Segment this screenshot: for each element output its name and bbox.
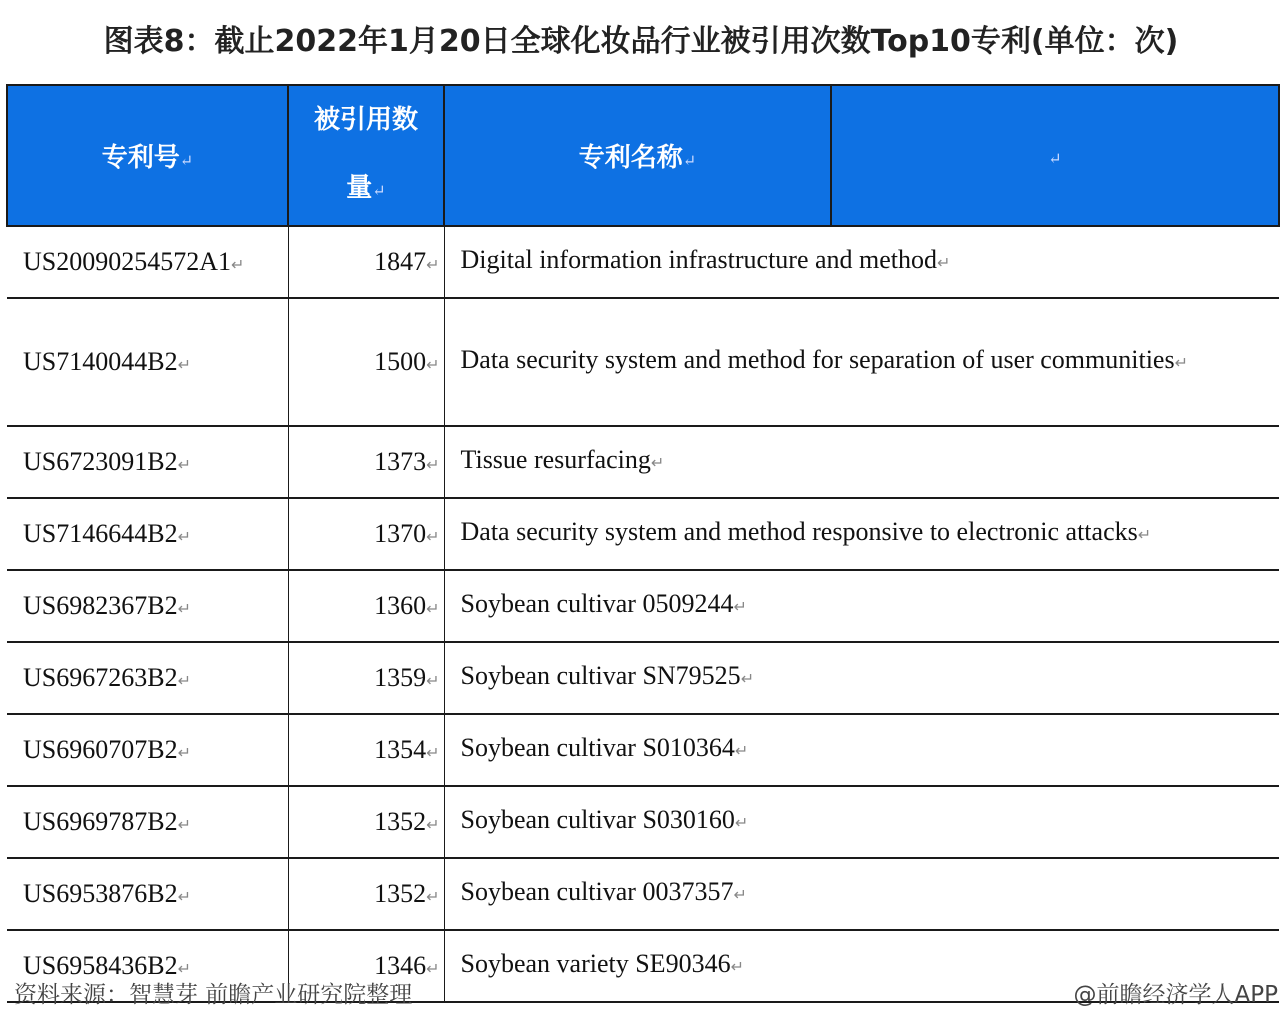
patent-number-cell — [7, 714, 288, 786]
citation-count-cell-text: 1352 — [374, 807, 427, 836]
return-mark: ↵ — [426, 529, 440, 546]
patent-name-cell — [444, 642, 1279, 714]
patent-number-cell — [7, 426, 288, 498]
citation-count-cell-text: 1373 — [374, 447, 427, 476]
citation-count-cell-text: 1354 — [374, 735, 427, 764]
return-mark: ↵ — [231, 257, 245, 274]
return-mark: ↵ — [177, 601, 191, 618]
return-mark: ↵ — [426, 601, 440, 618]
table-row — [7, 570, 1279, 642]
patent-name-cell — [444, 426, 1279, 498]
citation-count-cell-text: 1370 — [374, 519, 427, 548]
patent-name-cell — [444, 498, 1279, 570]
citation-count-cell — [288, 298, 444, 426]
return-mark: ↵ — [1137, 527, 1152, 544]
patent-name-cell — [444, 714, 1279, 786]
patent-name-cell-text: Soybean cultivar 0037357 — [460, 877, 734, 906]
patent-number-cell — [7, 786, 288, 858]
return-mark: ↵ — [426, 257, 440, 274]
table-row — [7, 786, 1279, 858]
credit-note: @前瞻经济学人APP — [1073, 982, 1278, 1008]
return-mark: ↵ — [1048, 148, 1062, 168]
citation-count-cell-text: 1346 — [374, 951, 427, 980]
citation-count-cell-text: 1360 — [374, 591, 427, 620]
patent-number-cell-text: US7146644B2 — [23, 519, 178, 548]
patent-number-cell-text: US6723091B2 — [23, 447, 178, 476]
citation-count-cell — [288, 226, 444, 298]
return-mark: ↵ — [426, 357, 440, 374]
patent-name-cell — [444, 786, 1279, 858]
citation-count-cell-text: 1352 — [374, 879, 427, 908]
patent-name-cell-text: Data security system and method responsive to electronic attacks — [460, 517, 1138, 546]
patent-name-cell-text: Soybean variety SE90346 — [460, 949, 731, 978]
return-mark: ↵ — [426, 889, 440, 906]
patent-name-cell-text: Soybean cultivar SN79525 — [460, 661, 741, 690]
return-mark: ↵ — [426, 961, 440, 978]
table-row — [7, 498, 1279, 570]
return-mark: ↵ — [177, 961, 191, 978]
return-mark: ↵ — [179, 151, 194, 170]
citation-count-cell-text: 1500 — [374, 347, 427, 376]
header-patent-number — [7, 85, 288, 226]
return-mark: ↵ — [177, 529, 191, 546]
header-patent-name — [444, 85, 831, 226]
patent-number-cell-text: US6967263B2 — [23, 663, 178, 692]
return-mark: ↵ — [650, 455, 665, 472]
return-mark: ↵ — [1174, 355, 1188, 372]
patent-number-cell-text: US6960707B2 — [23, 735, 178, 764]
patent-number-cell-text: US7140044B2 — [23, 347, 178, 376]
table-row — [7, 858, 1279, 930]
patent-name-cell — [444, 226, 1279, 298]
return-mark: ↵ — [372, 181, 386, 200]
patent-name-cell-text: Tissue resurfacing — [460, 445, 651, 474]
citation-count-cell — [288, 714, 444, 786]
header-extra — [831, 85, 1279, 226]
return-mark: ↵ — [177, 457, 191, 474]
page-title: 图表8：截止2022年1月20日全球化妆品行业被引用次数Top10专利(单位：次) — [103, 24, 1179, 59]
patent-name-cell — [444, 570, 1279, 642]
patent-number-cell — [7, 858, 288, 930]
citation-count-cell-text: 1359 — [374, 663, 427, 692]
return-mark: ↵ — [426, 673, 440, 690]
table-row — [7, 426, 1279, 498]
header-citation-count-label-1: 被引用数 — [313, 105, 418, 135]
patent-number-cell — [7, 570, 288, 642]
header-patent-number-label: 专利号 — [101, 143, 180, 173]
patent-name-cell — [444, 858, 1279, 930]
return-mark: ↵ — [740, 671, 755, 688]
citation-count-cell — [288, 570, 444, 642]
citation-count-cell — [288, 858, 444, 930]
patent-number-cell — [7, 498, 288, 570]
patent-number-cell — [7, 226, 288, 298]
return-mark: ↵ — [177, 745, 191, 762]
source-note: 资料来源：智慧芽 前瞻产业研究院整理 — [14, 982, 413, 1008]
return-mark: ↵ — [426, 457, 440, 474]
header-patent-name-label: 专利名称 — [578, 143, 683, 173]
patent-name-cell-text: Soybean cultivar S030160 — [460, 805, 735, 834]
patent-name-cell-text: Digital information infrastructure and method — [460, 245, 938, 274]
return-mark: ↵ — [426, 745, 440, 762]
return-mark: ↵ — [426, 817, 440, 834]
patent-number-cell-text: US6969787B2 — [23, 807, 178, 836]
return-mark: ↵ — [937, 255, 951, 272]
table-row — [7, 298, 1279, 426]
return-mark: ↵ — [682, 151, 697, 170]
return-mark: ↵ — [734, 743, 749, 760]
patent-number-cell-text: US6982367B2 — [23, 591, 178, 620]
header-citation-count — [288, 85, 444, 226]
patent-number-cell — [7, 298, 288, 426]
citation-count-cell — [288, 786, 444, 858]
patent-name-cell — [444, 298, 1279, 426]
patent-name-cell-text: Soybean cultivar 0509244 — [460, 589, 734, 618]
citation-count-cell-text: 1847 — [374, 247, 427, 276]
return-mark: ↵ — [734, 815, 749, 832]
table-row — [7, 714, 1279, 786]
return-mark: ↵ — [730, 959, 744, 976]
table-header-row — [7, 85, 1279, 226]
patent-name-cell-text: Soybean cultivar S010364 — [460, 733, 735, 762]
return-mark: ↵ — [177, 889, 191, 906]
patent-number-cell-text: US6953876B2 — [23, 879, 178, 908]
table-row — [7, 642, 1279, 714]
citation-count-cell — [288, 426, 444, 498]
return-mark: ↵ — [177, 673, 191, 690]
patent-number-cell — [7, 642, 288, 714]
citation-count-cell — [288, 498, 444, 570]
table-row — [7, 226, 1279, 298]
patent-number-cell-text: US20090254572A1 — [23, 247, 232, 276]
return-mark: ↵ — [177, 817, 191, 834]
table-body — [7, 226, 1279, 1002]
patent-number-cell-text: US6958436B2 — [23, 951, 178, 980]
return-mark: ↵ — [733, 887, 747, 904]
patent-table — [6, 84, 1280, 1003]
header-citation-count-label-2: 量 — [346, 173, 373, 203]
citation-count-cell — [288, 642, 444, 714]
patent-name-cell-text: Data security system and method for separation of user communities — [460, 345, 1175, 374]
return-mark: ↵ — [177, 357, 191, 374]
return-mark: ↵ — [733, 599, 747, 616]
